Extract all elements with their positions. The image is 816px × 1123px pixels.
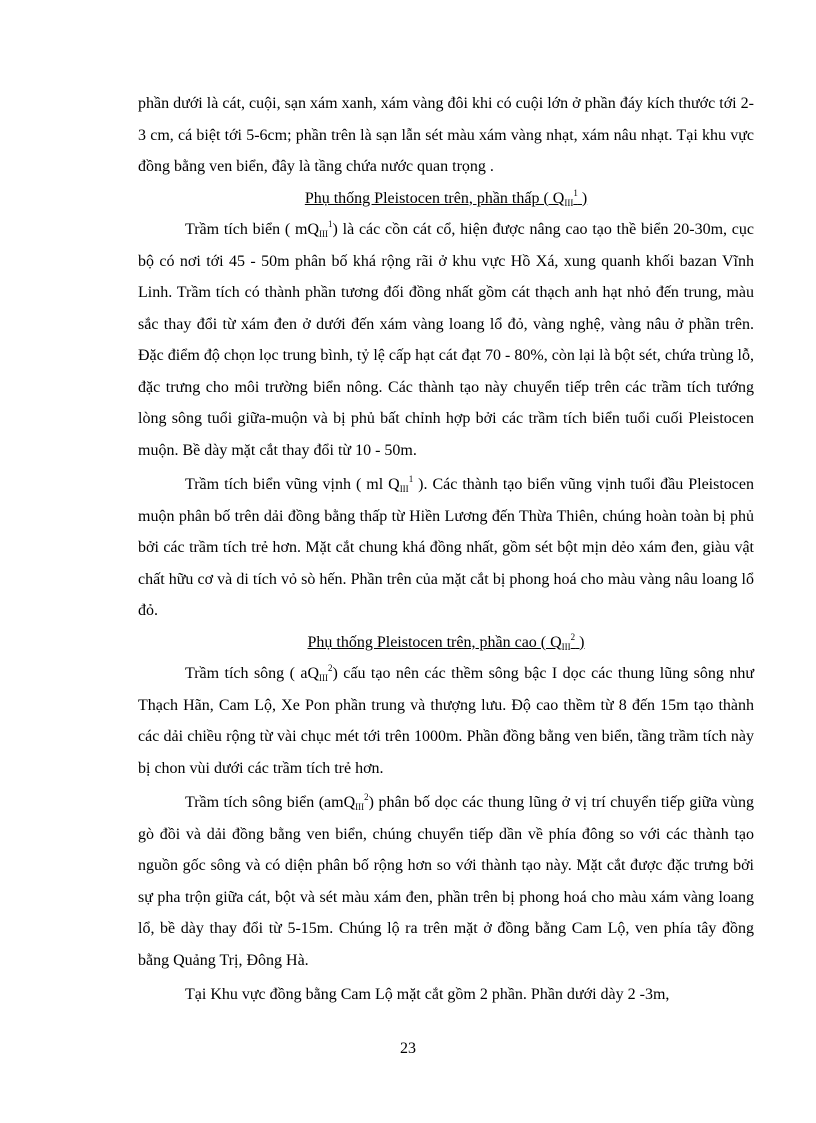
paragraph-marine-sediment [138, 214, 754, 466]
heading-text: Phụ thống Pleistocen trên, phần cao ( Q [307, 633, 562, 651]
superscript: 2 [364, 792, 369, 802]
subscript: III [319, 673, 329, 683]
section-heading-lower [138, 183, 754, 215]
subscript: III [319, 229, 329, 239]
section-heading-upper [138, 627, 754, 659]
paragraph-river-sediment [138, 658, 754, 784]
heading-superscript: 1 [573, 187, 578, 198]
paragraph-bay-sediment [138, 469, 754, 627]
text-part: Trầm tích biển ( mQ [185, 221, 320, 238]
page-number: 23 [400, 1040, 416, 1057]
document-body [138, 88, 754, 1011]
superscript: 1 [408, 474, 414, 484]
subscript: III [355, 802, 365, 812]
superscript: 1 [328, 219, 333, 229]
subscript: III [399, 484, 409, 494]
superscript: 2 [328, 663, 333, 673]
text-part: ) phân bố dọc các thung lũng ở vị trí chuyển tiếp giữa vùng gò đồi và dải đồng bằng ven biển, chúng chuyển tiếp dần về phía đông so với các thành tạo nguồn gốc sông và có diện phân bố rộng hơn so với thành tạo này. Mặt cắt được đặc trưng bởi sự pha trộn giữa cát, bột và sét màu xám đen, phần trên bị phong hoá cho màu xám vàng loang lổ, bề dày thay đổi từ 5-15m. Chúng lộ ra trên mặt ở đồng bằng Cam Lộ, ven phía tây đồng bằng Quảng Trị, Đông Hà. [138, 794, 755, 969]
paragraph-cam-lo: Tại Khu vực đồng bằng Cam Lộ mặt cắt gồm 2 phần. Phần dưới dày 2 -3m, [185, 986, 670, 1003]
text-part: ) cấu tạo nên các thềm sông bậc I dọc các thung lũng sông như Thạch Hãn, Cam Lộ, Xe Pon phần trung và thượng lưu. Độ cao thềm từ 8 đến 15m tạo thành các dải chiều rộng từ vài chục mét tới trên 1000m. Phần đồng bằng ven biển, tầng trầm tích này bị chon vùi dưới các trầm tích trẻ hơn. [138, 665, 754, 777]
heading-close: ) [575, 633, 585, 651]
heading-superscript: 2 [570, 631, 576, 642]
heading-close: ) [577, 189, 588, 207]
text-part: ) là các cồn cát cổ, hiện được nâng cao tạo thề biển 20-30m, cục bộ có nơi tới 45 - 50m phân bố khá rộng rãi ở khu vực Hồ Xá, xung quanh khối bazan Vĩnh Linh. Trầm tích có thành phần tương đối đồng nhất gồm cát thạch anh hạt nhỏ đến trung, màu sắc thay đổi từ xám đen ở dưới đến xám vàng loang lổ đỏ, vàng nghệ, vàng nâu ở phần trên. Đặc điểm độ chọn lọc trung bình, tỷ lệ cấp hạt cát đạt 70 - 80%, còn lại là bột sét, chứa trùng lỗ, đặc trưng cho môi trường biển nông. Các thành tạo này chuyển tiếp trên các trầm tích tướng lòng sông tuổi giữa-muộn và bị phủ bất chỉnh hợp bởi các trầm tích biển tuổi cuối Pleistocen muộn. Bề dày mặt cắt thay đổi từ 10 - 50m. [138, 221, 755, 459]
text-part: Trầm tích sông ( aQ [185, 665, 320, 682]
heading-subscript: III [561, 641, 571, 652]
heading-text: Phụ thống Pleistocen trên, phần thấp ( Q [304, 189, 565, 207]
text-part: ). Các thành tạo biển vũng vịnh tuổi đầu Pleistocen muộn phân bố trên dải đồng bằng thấp từ Hiền Lương đến Thừa Thiên, chúng hoàn toàn bị phủ bởi các trầm tích trẻ hơn. Mặt cắt chung khá đồng nhất, gồm sét bột mịn dẻo xám đen, giàu vật chất hữu cơ và di tích vỏ sò hến. Phần trên của mặt cắt bị phong hoá cho màu vàng nâu loang lổ đỏ. [138, 476, 755, 619]
paragraph-river-marine-sediment [138, 787, 754, 976]
text-part: Trầm tích biển vũng vịnh ( ml Q [185, 476, 400, 493]
paragraph-1: phần dưới là cát, cuội, sạn xám xanh, xám vàng đôi khi có cuội lớn ở phần đáy kích thước tới 2-3 cm, cá biệt tới 5-6cm; phần trên là sạn lẫn sét màu xám vàng nhạt, xám nâu nhạt. Tại khu vực đồng bằng ven biển, đây là tầng chứa nước quan trọng . [138, 95, 754, 175]
heading-subscript: III [564, 197, 574, 208]
text-part: Trầm tích sông biển (amQ [185, 794, 356, 811]
